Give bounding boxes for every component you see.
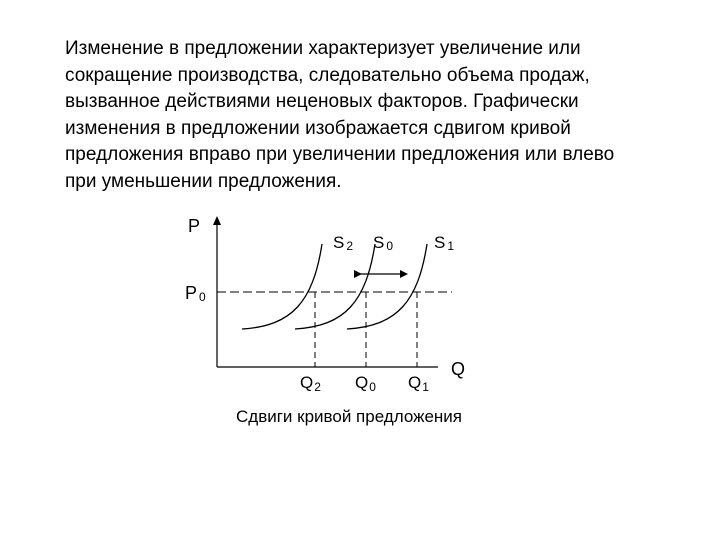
q0-label: Q0 [355, 373, 376, 394]
paragraph-line: предложения вправо при увеличении предложения или влево [65, 144, 615, 165]
paragraph-line: при уменьшении предложения. [65, 170, 342, 192]
paragraph-line: вызванное действиями неценовых факторов. Графически [65, 91, 579, 112]
quantity-axis-label: Q [451, 359, 466, 379]
s1-label: S 1 [434, 233, 455, 253]
s0-label: S 0 [373, 233, 394, 253]
supply-curve-s2 [242, 244, 322, 329]
paragraph-line: Изменение в предложении характеризует увеличение или [65, 38, 581, 59]
supply-curve-s1 [347, 244, 427, 329]
paragraph-line: сокращение производства, следовательно объема продаж, [65, 64, 590, 86]
s2-label: S 2 [333, 233, 354, 253]
diagram-caption: Сдвиги кривой предложения [236, 407, 462, 426]
q2-label: Q2 [300, 373, 321, 394]
p0-label: P 0 [185, 283, 206, 304]
paragraph-line: изменения в предложении изображается сдвигом кривой [65, 117, 571, 139]
price-axis-label: P [188, 216, 201, 236]
q1-label: Q1 [408, 373, 429, 394]
price-axis-arrow-icon [213, 216, 221, 225]
supply-curve-s0 [295, 244, 375, 329]
